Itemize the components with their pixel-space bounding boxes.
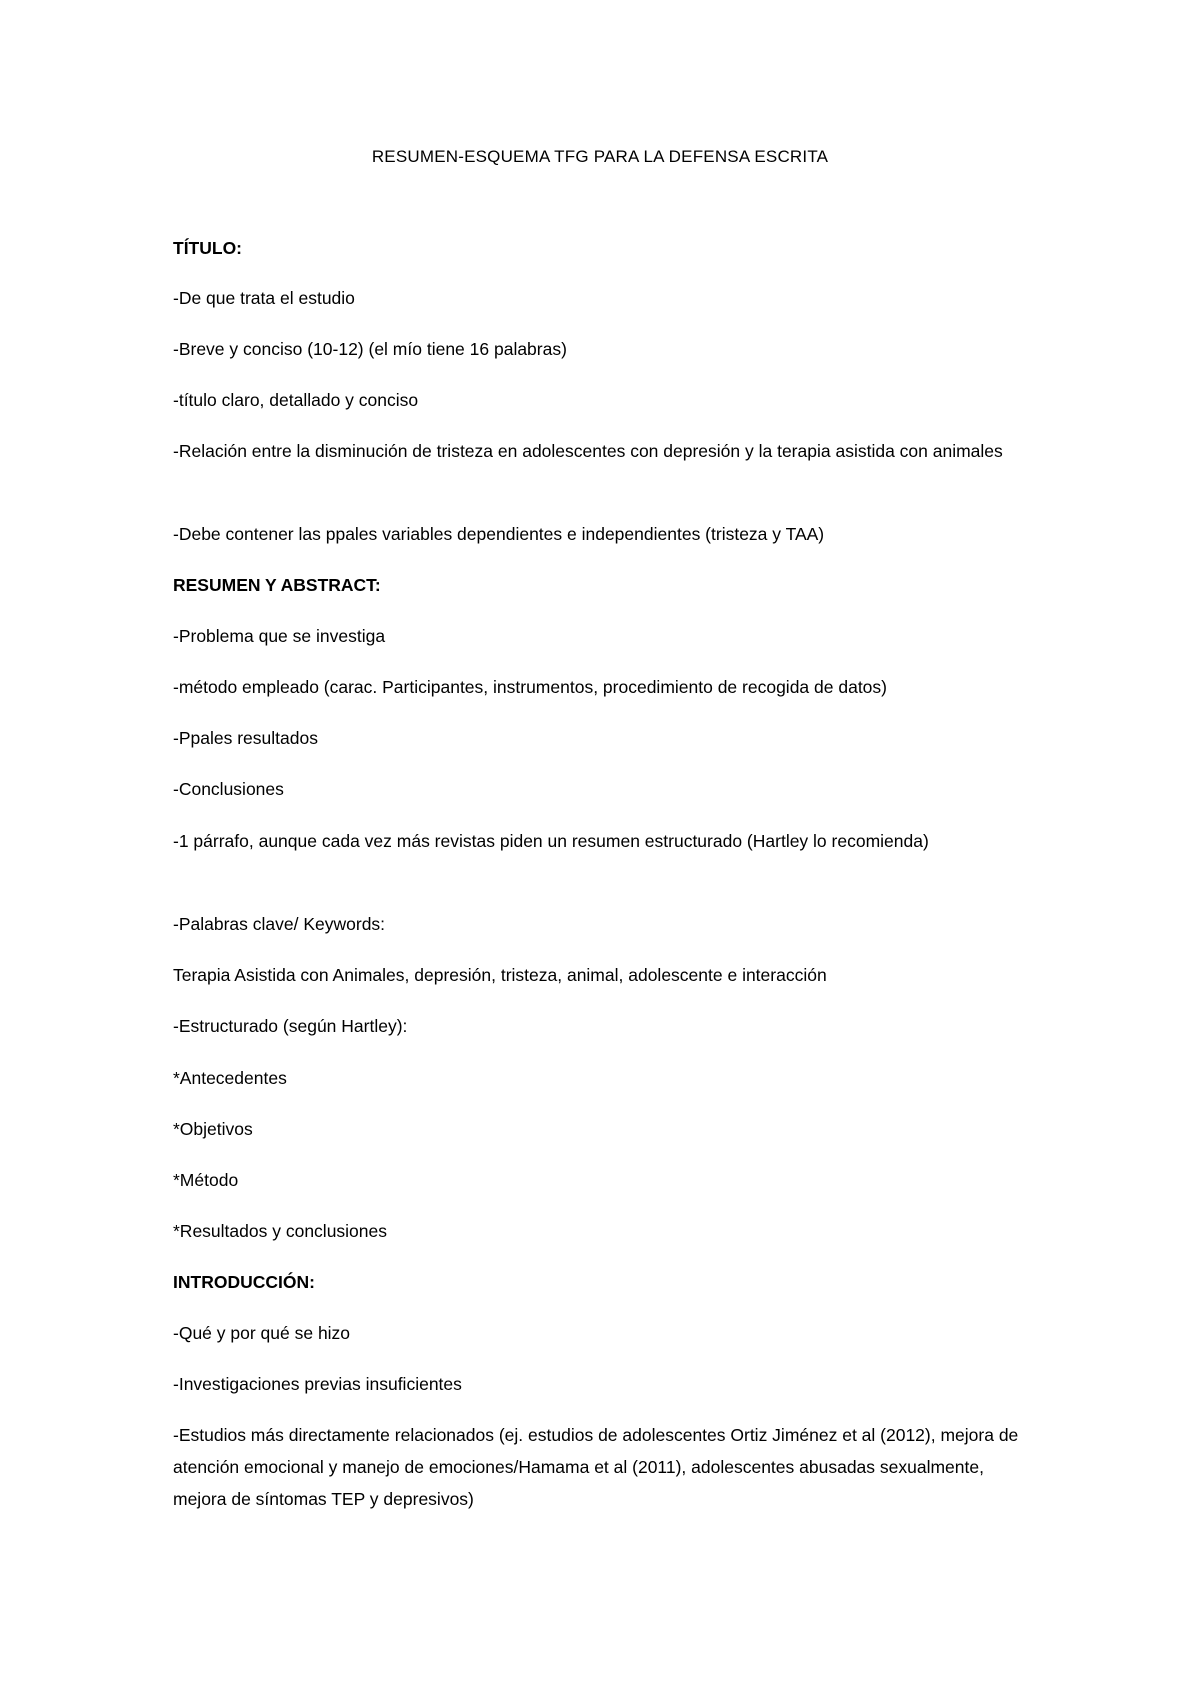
section-heading-resumen: RESUMEN Y ABSTRACT: (173, 575, 381, 595)
list-item: -De que trata el estudio (173, 288, 355, 308)
section-heading-introduccion: INTRODUCCIÓN: (173, 1272, 315, 1292)
list-item: -Ppales resultados (173, 728, 318, 748)
list-item: -Palabras clave/ Keywords: (173, 914, 386, 934)
list-item: -Problema que se investiga (173, 626, 386, 646)
list-item: -Estructurado (según Hartley): (173, 1016, 408, 1036)
list-item: -Breve y conciso (10-12) (el mío tiene 16 palabras) (173, 339, 567, 359)
list-item: -título claro, detallado y conciso (173, 390, 419, 410)
section-heading-titulo: TÍTULO: (173, 238, 243, 258)
list-item: *Objetivos (173, 1119, 253, 1139)
list-item: -Qué y por qué se hizo (173, 1323, 351, 1343)
list-item: *Resultados y conclusiones (173, 1221, 388, 1241)
list-item: -Debe contener las ppales variables dependientes e independientes (tristeza y TAA) (173, 524, 825, 544)
list-item: -Relación entre la disminución de tristeza en adolescentes con depresión y la terapia asistida con animales (173, 441, 1003, 461)
list-item: -método empleado (carac. Participantes, instrumentos, procedimiento de recogida de datos) (173, 677, 887, 697)
list-item: -Investigaciones previas insuficientes (173, 1374, 462, 1394)
list-item: *Antecedentes (173, 1068, 287, 1088)
list-item: *Método (173, 1170, 239, 1190)
list-item: -Conclusiones (173, 779, 284, 799)
keywords-text: Terapia Asistida con Animales, depresión, tristeza, animal, adolescente e interacción (173, 965, 827, 985)
list-item: -Estudios más directamente relacionados (ej. estudios de adolescentes Ortiz Jiménez et al (2012), mejora de atención emocional y manejo de emociones/Hamama et al (2011), adolescentes abusadas sexualmente, mejora de síntomas TEP y depresivos) (173, 1425, 1019, 1509)
list-item: -1 párrafo, aunque cada vez más revistas piden un resumen estructurado (Hartley lo recomienda) (173, 831, 929, 851)
document-title: RESUMEN-ESQUEMA TFG PARA LA DEFENSA ESCRITA (371, 147, 829, 166)
